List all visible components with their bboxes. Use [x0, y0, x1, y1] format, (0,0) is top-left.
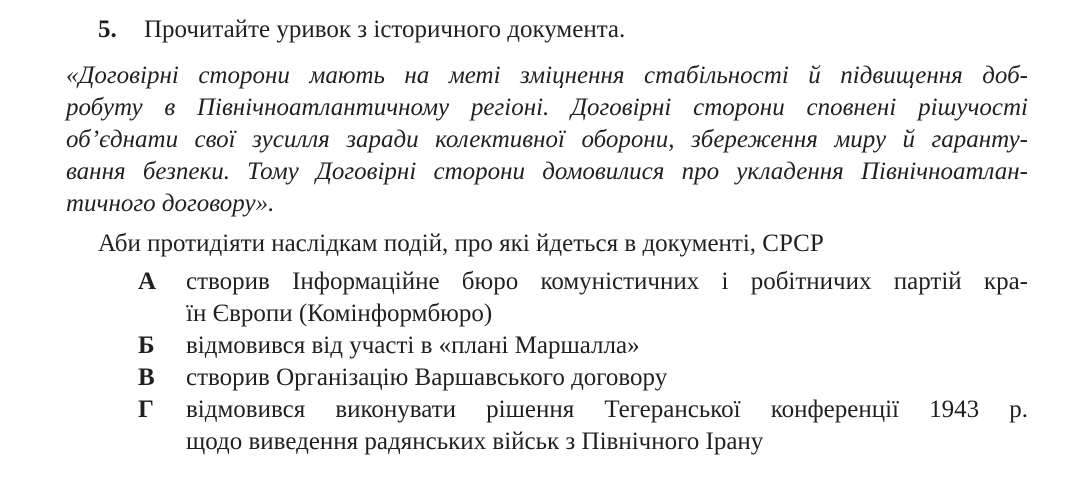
option-line: створив Інформаційне бюро комуністичних і робітничих партій кра- — [186, 268, 1028, 295]
option-line: їн Європи (Комінформбюро) — [186, 300, 493, 327]
quote-line: об’єднати свої зусилля заради колективної оборони, збереження миру й гаранту- — [66, 126, 1028, 153]
document-quote — [66, 60, 1028, 220]
option-letter: Б — [138, 332, 155, 359]
question-number: 5. — [98, 16, 117, 43]
answer-options — [138, 266, 1028, 458]
quote-line: тичного договору». — [66, 190, 275, 217]
quote-line: робуту в Північноатлантичному регіоні. Договірні сторони сповнені рішучості — [66, 94, 1028, 121]
option-text — [186, 362, 1028, 394]
answer-option-a — [138, 266, 1028, 330]
question-prompt: Прочитайте уривок з історичного документа. — [144, 16, 626, 43]
answer-option-b — [138, 330, 1028, 362]
option-text — [186, 330, 1028, 362]
option-line: відмовився від участі в «плані Маршалла» — [186, 332, 640, 359]
option-text — [186, 266, 1028, 330]
option-line: відмовився виконувати рішення Тегеранської конференції 1943 р. — [186, 396, 1028, 423]
question-stem: Аби протидіяти наслідкам подій, про які йдеться в документі, СРСР — [98, 230, 824, 257]
option-text — [186, 394, 1028, 458]
question-header — [98, 14, 625, 46]
answer-option-v — [138, 362, 1028, 394]
quote-line: вання безпеки. Тому Договірні сторони домовилися про укладення Північноатлан- — [66, 158, 1028, 185]
quote-line: «Договірні сторони мають на меті зміцнення стабільності й підвищення доб- — [66, 62, 1028, 89]
answer-option-h — [138, 394, 1028, 458]
option-letter: В — [138, 364, 155, 391]
option-line: створив Організацію Варшавського договору — [186, 364, 668, 391]
option-line: щодо виведення радянських військ з Північного Ірану — [186, 428, 764, 455]
option-letter: А — [138, 268, 157, 295]
option-letter: Г — [138, 396, 154, 423]
